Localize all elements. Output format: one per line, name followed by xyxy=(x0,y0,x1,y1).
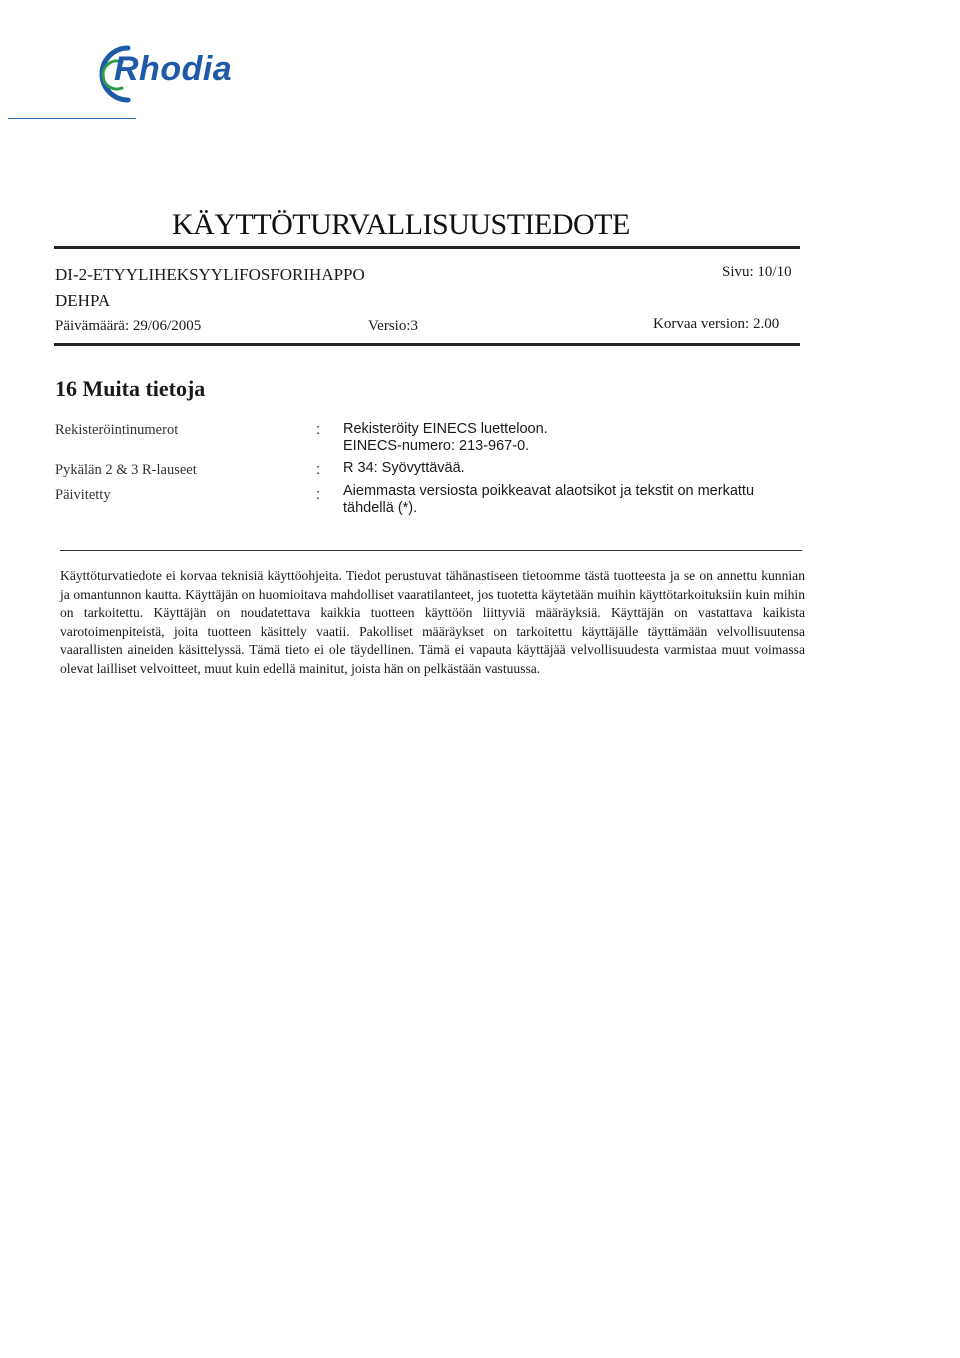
value-line: Rekisteröity EINECS luetteloon. xyxy=(343,421,548,437)
logo-underline xyxy=(8,118,136,119)
disclaimer-paragraph: Käyttöturvatiedote ei korvaa teknisiä käyttöohjeita. Tiedot perustuvat tähänastiseen tietoomme tästä tuotteesta ja se on annettu kunnian ja omantunnon kautta. Käyttäjän on huomioitava mahdolliset vaaratilanteet, jos tuotetta käytetään muihin käyttötarkoituksiin kuin mihin on tarkoitettu. Käyttäjän on noudatettava kaikkia tuotteen käyttöön liittyviä määräyksiä. Käyttäjän on vastattava kaikista varotoimenpiteistä, joita tuotteen käsittely vaatii. Pakolliset määräykset on tarkoitettu käyttäjälle täyttämään velvollisuutensa vaarallisten aineiden käsittelyssä. Tämä tieto ei ole täydellinen. Tämä ei vapauta käyttäjää velvollisuudesta varmistaa muut voimassa olevat lailliset velvoitteet, muut kuin edellä mainitut, joista hän on pelkästään vastuussa. xyxy=(60,568,805,676)
registration-numbers-value xyxy=(343,421,798,455)
value-line: Aiemmasta versiosta poikkeavat alaotsikot ja tekstit on merkattu xyxy=(343,483,755,499)
section-title: 16 Muita tietoja xyxy=(55,376,206,401)
header-rule xyxy=(54,343,800,346)
r-phrases-label: Pykälän 2 & 3 R-lauseet xyxy=(55,462,197,478)
value-line: tähdellä (*). xyxy=(343,500,418,516)
row-colon: : xyxy=(316,422,321,438)
page-number: Sivu: 10/10 xyxy=(722,264,792,280)
updated-label: Päivitetty xyxy=(55,487,111,503)
updated-value xyxy=(343,483,798,517)
r-phrases-value xyxy=(343,460,798,477)
replaces-version: Korvaa version: 2.00 xyxy=(653,316,780,332)
document-title: KÄYTTÖTURVALLISUUSTIEDOTE xyxy=(172,208,630,241)
value-line: R 34: Syövyttävää. xyxy=(343,460,465,476)
logo-text: Rhodia xyxy=(114,50,233,88)
document-date: Päivämäärä: 29/06/2005 xyxy=(55,318,202,334)
row-colon: : xyxy=(316,462,321,478)
product-abbreviation: DEHPA xyxy=(55,291,111,310)
section-divider xyxy=(60,550,802,551)
rhodia-logo xyxy=(94,38,264,108)
row-colon: : xyxy=(316,487,321,503)
product-name: DI-2-ETYYLIHEKSYYLIFOSFORIHAPPO xyxy=(55,265,365,284)
document-version: Versio:3 xyxy=(368,318,418,334)
registration-numbers-label: Rekisteröintinumerot xyxy=(55,422,179,438)
value-line: EINECS-numero: 213-967-0. xyxy=(343,438,530,454)
title-rule xyxy=(54,246,800,249)
